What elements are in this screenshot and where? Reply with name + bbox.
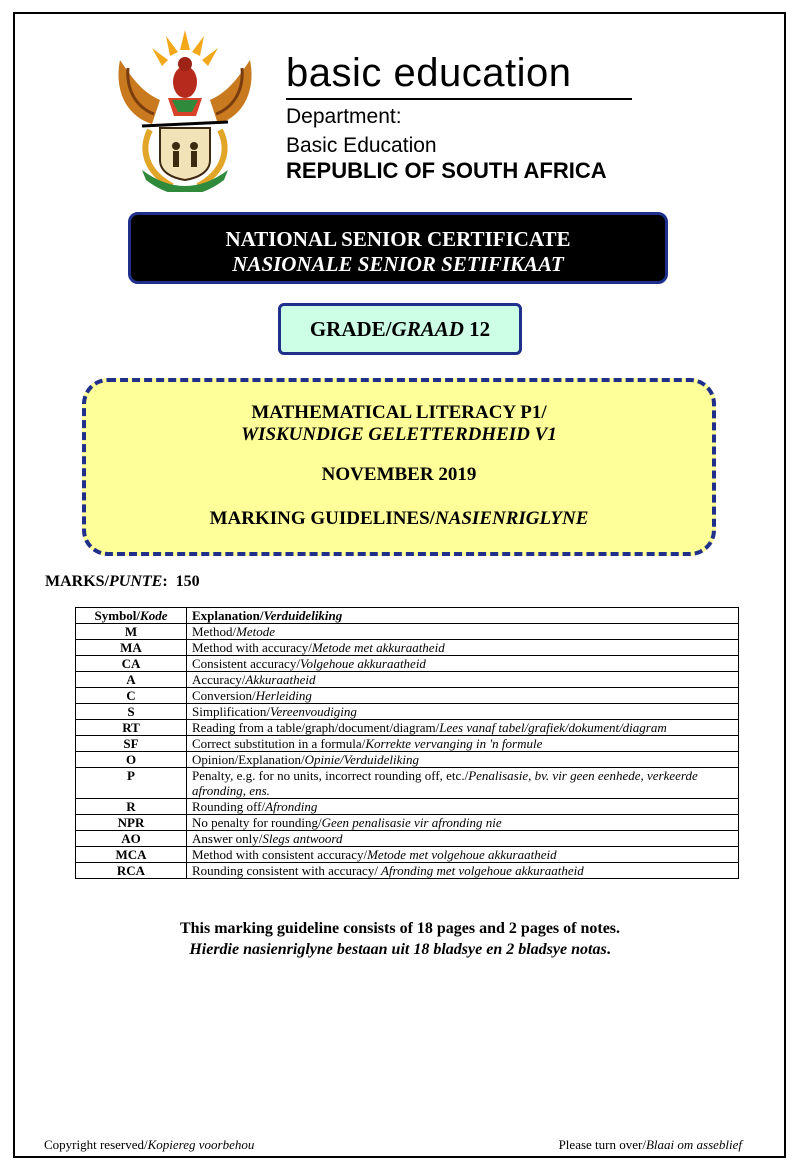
explanation-column-header: Explanation/Verduideliking — [187, 608, 739, 624]
explanation-cell: Method/Metode — [187, 624, 739, 640]
department-name: Basic Education — [286, 134, 437, 157]
explanation-cell: Consistent accuracy/Volgehoue akkuraatheid — [187, 656, 739, 672]
symbol-cell: AO — [76, 831, 187, 847]
page-count-note — [0, 918, 800, 960]
exam-date: NOVEMBER 2019 — [321, 464, 477, 485]
symbol-cell: R — [76, 799, 187, 815]
marks-value: 150 — [175, 573, 200, 590]
explanation-cell: Correct substitution in a formula/Korrekte vervanging in 'n formule — [187, 736, 739, 752]
coat-of-arms-logo — [112, 20, 258, 192]
explanation-cell: Method with accuracy/Metode met akkuraatheid — [187, 640, 739, 656]
subject-box — [82, 378, 716, 556]
brand-underline — [286, 98, 632, 100]
department-label: Department: — [286, 105, 402, 128]
symbol-cell: A — [76, 672, 187, 688]
copyright-footer: Copyright reserved/Kopiereg voorbehou — [44, 1137, 255, 1152]
document-type-af: NASIENRIGLYNE — [434, 508, 589, 529]
symbol-cell: S — [76, 704, 187, 720]
table-row — [76, 640, 739, 656]
marking-codes-table — [75, 607, 739, 879]
turn-over-footer: Please turn over/Blaai om asseblief — [558, 1137, 742, 1152]
symbol-cell: SF — [76, 736, 187, 752]
table-row — [76, 799, 739, 815]
symbol-cell: MCA — [76, 847, 187, 863]
brand-name: basic education — [286, 51, 572, 95]
table-row — [76, 847, 739, 863]
explanation-cell: Answer only/Slegs antwoord — [187, 831, 739, 847]
certificate-title-af: NASIONALE SENIOR SETIFIKAAT — [232, 252, 564, 276]
table-row — [76, 672, 739, 688]
subject-title-en: MATHEMATICAL LITERACY P1/ — [251, 402, 547, 423]
document-type — [86, 508, 712, 530]
table-row — [76, 720, 739, 736]
table-header-row — [76, 608, 739, 624]
symbol-cell: RT — [76, 720, 187, 736]
symbol-cell: C — [76, 688, 187, 704]
country-name: REPUBLIC OF SOUTH AFRICA — [286, 158, 607, 183]
explanation-cell: Reading from a table/graph/document/diagram/Lees vanaf tabel/grafiek/dokument/diagram — [187, 720, 739, 736]
symbol-cell: MA — [76, 640, 187, 656]
explanation-cell: No penalty for rounding/Geen penalisasie vir afronding nie — [187, 815, 739, 831]
table-row — [76, 752, 739, 768]
explanation-cell: Conversion/Herleiding — [187, 688, 739, 704]
table-row — [76, 704, 739, 720]
subject-title-af: WISKUNDIGE GELETTERDHEID V1 — [241, 424, 557, 445]
document-type-en: MARKING GUIDELINES/ — [209, 508, 435, 529]
grade-label-af: GRAAD — [391, 317, 464, 341]
organisation-block — [286, 50, 636, 184]
total-marks — [45, 573, 200, 591]
grade-label: GRADE/ — [309, 317, 392, 341]
table-row — [76, 815, 739, 831]
table-row — [76, 688, 739, 704]
symbol-cell: CA — [76, 656, 187, 672]
certificate-banner — [128, 212, 668, 284]
grade-number: 12 — [469, 317, 491, 341]
marks-label-af: PUNTE — [109, 573, 163, 590]
marks-label: MARKS/ — [45, 573, 109, 590]
page-count-en: This marking guideline consists of 18 pages and 2 pages of notes. — [179, 920, 621, 937]
page-count-af-end: . — [606, 941, 611, 958]
symbol-cell: M — [76, 624, 187, 640]
explanation-cell: Rounding consistent with accuracy/ Afronding met volgehoue akkuraatheid — [187, 863, 739, 879]
explanation-cell: Accuracy/Akkuraatheid — [187, 672, 739, 688]
explanation-cell: Rounding off/Afronding — [187, 799, 739, 815]
table-row — [76, 624, 739, 640]
explanation-cell: Opinion/Explanation/Opinie/Verduideliking — [187, 752, 739, 768]
symbol-cell: NPR — [76, 815, 187, 831]
explanation-cell: Penalty, e.g. for no units, incorrect rounding off, etc./Penalisasie, bv. vir geen eenhede, verkeerde afronding, ens. — [187, 768, 739, 799]
table-row — [76, 656, 739, 672]
table-row — [76, 863, 739, 879]
table-row — [76, 736, 739, 752]
explanation-cell: Simplification/Vereenvoudiging — [187, 704, 739, 720]
table-row — [76, 831, 739, 847]
symbol-cell: P — [76, 768, 187, 799]
grade-box — [278, 303, 522, 355]
symbol-column-header: Symbol/Kode — [76, 608, 187, 624]
certificate-title-en: NATIONAL SENIOR CERTIFICATE — [225, 227, 571, 251]
symbol-cell: O — [76, 752, 187, 768]
explanation-cell: Method with consistent accuracy/Metode met volgehoue akkuraatheid — [187, 847, 739, 863]
symbol-cell: RCA — [76, 863, 187, 879]
marks-colon: : — [162, 573, 168, 590]
page-count-af: Hierdie nasienriglyne bestaan uit 18 bladsye en 2 bladsye notas — [189, 941, 607, 958]
table-row — [76, 768, 739, 799]
